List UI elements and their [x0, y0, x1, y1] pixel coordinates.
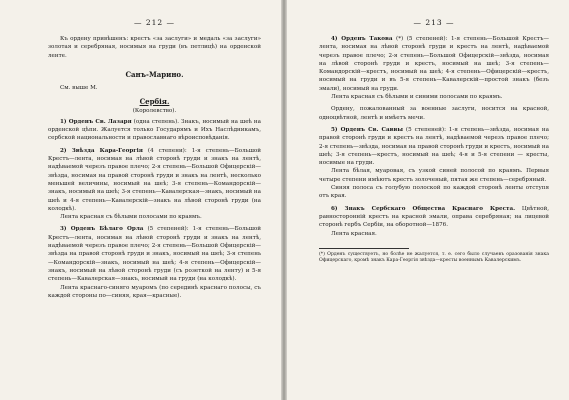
order-text-3: (5 степеней): 1-я степень—Большой Крестъ—лента, носимая на лѣвой сторонѣ груди и знакъ на лентѣ, надѣваемой черезъ правое плечо; 2-я степень—Большой Офицерскій—звѣзда на правой сторонѣ груди и знакъ, носимый на шеѣ; 3-я степень—Командорскій—знакъ, носимый на шеѣ; 4-я степень—Офицерскій—знакъ, носимый на лѣвой сторонѣ груди (съ розеткой на ленту) и 5-я степень—Кавалерская—знакъ, носимый на груди (на колодкѣ).: [48, 226, 261, 283]
country-heading-san-marino: Санъ-Марино.: [125, 69, 184, 79]
order-text-1: (одна степень). Знакъ, носимый на шеѣ на орденской цѣпи. Жалуется только Государямъ и Ихъ Наслѣдникамъ, сербской национальности и православнаго вѣроисповѣданія.: [48, 118, 261, 142]
order-extra-4: Ордену, пожалованный за военные заслуги, носится на красной, одноцвѣтной, лентѣ и имѣетъ мечи.: [319, 106, 549, 121]
intro-paragraph: Къ ордену привѣшенъ: крестъ «за заслуги» и медаль «за заслуги» золотая и серебряная, носимыя на груди (въ петлицѣ) на орденской ленте.: [48, 36, 261, 59]
order-text-2: (4 степени): 1-я степень—Большой Крестъ—лента, носимая на лѣвой сторонѣ груди и знакъ на лентѣ, надѣваемой черезъ правое плечо; 2-я степень—Большой Офицерскій—звѣзда, носимая на правой сторонѣ груди и знакъ на лентѣ, несколько меньшей величины, носимый на шеѣ; 3-я степень—Командорскій—знакъ, носимый на шеѣ; 3-я степень—Кавалерская—знакъ, носимый на шеѣ и 4-я степень—Кавалерскій—знакъ на лѣвой сторонѣ груди (на колодкѣ).: [48, 147, 261, 212]
order-paragraph-5: [319, 126, 549, 167]
page-number-right: — 213 —: [413, 18, 455, 27]
footnote-rule: [319, 248, 409, 249]
right-page: [287, 0, 569, 400]
order-title-3: 3) Орденъ Бѣлаго Орла: [60, 226, 144, 233]
country-heading-serbia: Сербія.: [139, 96, 170, 106]
order-title-4: 4) Орденъ Такова: [331, 36, 393, 42]
order-extra-5: Синяя полоса съ голубую полоской по каждой сторонѣ ленты отступя отъ края.: [319, 185, 549, 200]
left-page: [0, 0, 281, 400]
order-ribbon-2: Лента красная съ бѣлыми полосами по краямъ.: [60, 214, 202, 221]
footnote: (*) Орденъ существуетъ, но болѣе не жалуется, т. е. сего было случаевъ оразованія знака Офицерскаго, кромѣ знакъ Кара-Георгія звѣзда—кресты военнымъ Кавалерскимъ.: [319, 251, 549, 264]
order-paragraph-1: [48, 118, 261, 143]
country-note: См. выше М.: [60, 84, 98, 91]
order-ribbon-5: Лента бѣлая, муаровая, съ узкой синей полосой по краямъ. Первыя четыре степени имѣютъ крестъ золоченый, пятая же степень—серебряный.: [319, 168, 549, 183]
page-number-left: — 212 —: [133, 18, 176, 27]
order-ribbon-3: Лента краснаго-синяго муаромъ (по серединѣ краснаго полосы, съ каждой стороны по—синяя, края—красные).: [48, 284, 261, 299]
order-paragraph-6: [319, 205, 549, 230]
order-title-5: 5) Орденъ Св. Саввы: [331, 126, 403, 133]
order-title-1: 1) Орденъ Св. Лазаря: [60, 118, 132, 125]
order-ribbon-4: Лента красная съ бѣлыми и синими полосами по краямъ.: [331, 94, 503, 101]
order-title-2: 2) Звѣзда Кара-Георгія: [60, 147, 143, 154]
order-paragraph-2: [48, 147, 261, 213]
order-text-4: (*) (5 степеней): 1-я степень—Большой Крестъ—лента, носимая на лѣвой сторонѣ груди и крестъ на лентѣ, надѣваемой черезъ правое плечо; 2-я степень—Большой Офицерскій—звѣзда, носимая на лѣвой сторонѣ груди и крестъ, носимый на шеѣ; 3-я степень—Командорскій—крестъ, носимый на шеѣ; 4-я степень—Офицерскій—крестъ, носимый на груди и въ 5-я степень—Кавалерскій—простой знакъ (безъ эмали), носимый на груди.: [319, 36, 549, 92]
order-text-6: Цвѣтной, равносторонній крестъ на красной эмали, оправа серебряная; на лицевой сторонѣ гербъ Сербіи, на оборотной—1876.: [319, 205, 549, 229]
order-paragraph-3: [48, 225, 261, 283]
order-ribbon-6: Лента красная.: [331, 230, 377, 237]
order-paragraph-4: [319, 35, 549, 93]
order-text-5: (5 степеней): 1-я степень—звѣзда, носимая на правой сторонѣ груди и крестъ на лентѣ, надѣваемой черезъ правое плечо; 2-я степень—звѣзда, носимая на правой сторонѣ груди и крестъ, носимый на шеѣ; 3-я степень—крестъ, носимый на шеѣ; 4-я и 5-я степени — кресты, носимые на груди.: [319, 126, 549, 167]
order-title-6: 6) Знакъ Сербскаго Общества Краснаго Креста.: [331, 205, 516, 212]
country-subheading: (Королевство).: [132, 107, 177, 114]
